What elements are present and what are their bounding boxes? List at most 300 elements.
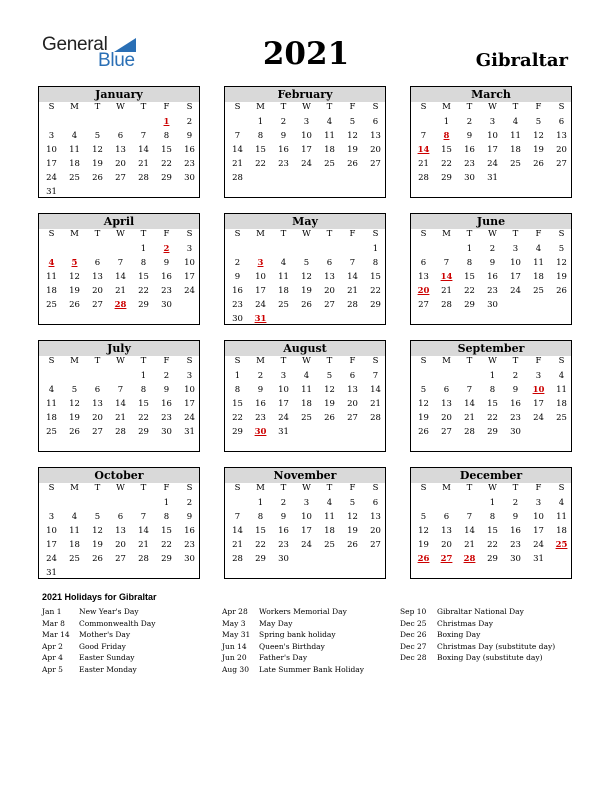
day-cell: 22 (255, 159, 266, 169)
weekday-label: F (163, 229, 170, 239)
day-cell: 31 (184, 427, 195, 437)
holiday-name: Spring bank holiday (259, 630, 336, 639)
day-cell: 21 (464, 413, 475, 423)
day-cell: 26 (347, 159, 358, 169)
holiday-name: Boxing Day (437, 630, 481, 639)
holiday-date: Jun 20 (222, 653, 247, 662)
day-cell: 21 (138, 159, 149, 169)
day-cell: 26 (347, 540, 358, 550)
day-cell: 2 (512, 371, 519, 381)
day-cell: 12 (69, 272, 80, 282)
holiday-day-cell: 1 (163, 117, 170, 127)
day-cell: 30 (161, 427, 172, 437)
weekday-label: T (466, 102, 473, 112)
day-cell: 15 (255, 526, 266, 536)
day-cell: 23 (487, 286, 498, 296)
weekday-label: W (302, 483, 311, 493)
weekday-label: T (326, 229, 333, 239)
day-cell: 19 (347, 526, 358, 536)
day-cell: 25 (46, 427, 57, 437)
day-cell: 13 (556, 131, 567, 141)
month-march (410, 86, 572, 198)
day-cell: 7 (372, 371, 379, 381)
day-cell: 12 (556, 258, 567, 268)
day-cell: 2 (466, 117, 473, 127)
day-cell: 20 (441, 413, 452, 423)
day-cell: 12 (533, 131, 544, 141)
day-cell: 15 (487, 526, 498, 536)
day-cell: 15 (370, 272, 381, 282)
day-cell: 15 (161, 145, 172, 155)
day-cell: 27 (115, 173, 126, 183)
day-cell: 3 (186, 244, 193, 254)
day-cell: 2 (257, 371, 264, 381)
day-cell: 8 (466, 258, 473, 268)
day-cell: 20 (347, 399, 358, 409)
day-cell: 26 (301, 300, 312, 310)
holiday-date: Apr 2 (42, 641, 63, 651)
day-cell: 4 (48, 385, 55, 395)
holiday-day-cell: 14 (440, 272, 453, 282)
day-cell: 9 (163, 258, 170, 268)
day-cell: 16 (510, 399, 521, 409)
day-cell: 30 (464, 173, 475, 183)
day-cell: 15 (232, 399, 243, 409)
day-cell: 12 (92, 145, 103, 155)
holiday-name: Good Friday (79, 641, 126, 651)
day-cell: 22 (138, 286, 149, 296)
holiday-date: Jan 1 (42, 607, 62, 616)
day-cell: 3 (512, 244, 519, 254)
holiday-day-cell: 28 (114, 300, 127, 310)
day-cell: 8 (257, 131, 264, 141)
day-cell: 23 (510, 413, 521, 423)
day-cell: 25 (510, 159, 521, 169)
weekday-label: S (234, 102, 241, 112)
day-cell: 16 (278, 526, 289, 536)
weekday-label: S (372, 356, 379, 366)
day-cell: 6 (349, 371, 356, 381)
day-cell: 30 (184, 554, 195, 564)
weekday-label: M (70, 483, 79, 493)
day-cell: 16 (232, 286, 243, 296)
day-cell: 12 (347, 512, 358, 522)
weekday-label: M (442, 483, 451, 493)
holiday-date: Dec 25 (400, 618, 427, 628)
brand-name-blue: Blue (98, 50, 135, 71)
day-cell: 2 (280, 498, 287, 508)
weekday-label: F (535, 102, 542, 112)
day-cell: 9 (512, 385, 519, 395)
day-cell: 1 (234, 371, 241, 381)
day-cell: 10 (301, 512, 312, 522)
day-cell: 29 (487, 554, 498, 564)
day-cell: 6 (94, 258, 101, 268)
day-cell: 24 (255, 300, 266, 310)
day-cell: 27 (324, 300, 335, 310)
day-cell: 21 (464, 540, 475, 550)
weekday-label: M (256, 483, 265, 493)
holiday-name: Commonwealth Day (79, 618, 156, 628)
day-cell: 1 (489, 371, 496, 381)
day-cell: 1 (443, 117, 450, 127)
holiday-name: Father's Day (259, 653, 308, 662)
day-cell: 9 (489, 258, 496, 268)
month-title: June (411, 214, 571, 229)
weekday-label: S (48, 356, 55, 366)
weekday-label: T (94, 229, 101, 239)
day-cell: 9 (234, 272, 241, 282)
day-cell: 5 (349, 498, 356, 508)
weekday-label: S (186, 483, 193, 493)
holiday-date: Dec 28 (400, 653, 427, 662)
day-cell: 13 (441, 399, 452, 409)
day-cell: 30 (510, 554, 521, 564)
day-cell: 25 (278, 300, 289, 310)
day-cell: 5 (94, 512, 101, 522)
weekday-label: S (48, 229, 55, 239)
day-cell: 14 (138, 145, 149, 155)
day-cell: 14 (370, 385, 381, 395)
holiday-name: Workers Memorial Day (259, 607, 347, 616)
day-cell: 7 (234, 512, 241, 522)
day-cell: 7 (117, 385, 124, 395)
weekday-label: W (488, 483, 497, 493)
day-cell: 15 (441, 145, 452, 155)
day-cell: 6 (372, 498, 379, 508)
day-cell: 2 (186, 498, 193, 508)
day-cell: 4 (558, 498, 565, 508)
day-cell: 31 (533, 554, 544, 564)
day-cell: 2 (280, 117, 287, 127)
day-cell: 17 (301, 526, 312, 536)
day-cell: 7 (466, 512, 473, 522)
weekday-label: T (512, 102, 519, 112)
day-cell: 11 (324, 512, 335, 522)
day-cell: 30 (232, 314, 243, 324)
day-cell: 30 (487, 300, 498, 310)
day-cell: 14 (464, 399, 475, 409)
day-cell: 23 (255, 413, 266, 423)
day-cell: 13 (347, 385, 358, 395)
day-cell: 5 (326, 371, 333, 381)
day-cell: 27 (370, 540, 381, 550)
day-cell: 11 (324, 131, 335, 141)
holiday-name: Late Summer Bank Holiday (259, 664, 364, 674)
weekday-label: M (256, 356, 265, 366)
day-cell: 20 (370, 526, 381, 536)
day-cell: 17 (255, 286, 266, 296)
day-cell: 7 (443, 258, 450, 268)
day-cell: 24 (533, 540, 544, 550)
holiday-day-cell: 31 (254, 314, 267, 324)
weekday-label: M (256, 102, 265, 112)
day-cell: 31 (278, 427, 289, 437)
day-cell: 24 (46, 554, 57, 564)
country-name: Gibraltar (475, 50, 568, 71)
day-cell: 18 (533, 272, 544, 282)
day-cell: 19 (69, 286, 80, 296)
day-cell: 15 (138, 272, 149, 282)
day-cell: 28 (138, 173, 149, 183)
month-title: March (411, 87, 571, 102)
day-cell: 4 (326, 498, 333, 508)
month-january (38, 86, 200, 198)
day-cell: 18 (324, 526, 335, 536)
day-cell: 3 (48, 512, 55, 522)
day-cell: 16 (161, 272, 172, 282)
day-cell: 17 (487, 145, 498, 155)
day-cell: 6 (558, 117, 565, 127)
weekday-label: S (48, 483, 55, 493)
day-cell: 29 (255, 554, 266, 564)
weekday-label: W (116, 229, 125, 239)
day-cell: 20 (92, 286, 103, 296)
day-cell: 9 (512, 512, 519, 522)
day-cell: 14 (464, 526, 475, 536)
day-cell: 9 (257, 385, 264, 395)
day-cell: 17 (510, 272, 521, 282)
weekday-label: S (186, 229, 193, 239)
day-cell: 11 (533, 258, 544, 268)
day-cell: 23 (232, 300, 243, 310)
day-cell: 24 (510, 286, 521, 296)
day-cell: 15 (138, 399, 149, 409)
day-cell: 25 (46, 300, 57, 310)
month-title: February (225, 87, 385, 102)
weekday-label: S (558, 356, 565, 366)
weekday-label: T (466, 356, 473, 366)
holiday-name: Mother's Day (79, 630, 131, 639)
day-cell: 18 (556, 399, 567, 409)
weekday-label: F (535, 483, 542, 493)
day-cell: 23 (464, 159, 475, 169)
day-cell: 4 (558, 371, 565, 381)
day-cell: 13 (418, 272, 429, 282)
day-cell: 29 (370, 300, 381, 310)
holiday-day-cell: 28 (463, 554, 476, 564)
day-cell: 3 (303, 498, 310, 508)
day-cell: 19 (533, 145, 544, 155)
weekday-label: T (140, 102, 147, 112)
holiday-date: Sep 10 (400, 607, 427, 616)
day-cell: 8 (234, 385, 241, 395)
holiday-date: Apr 4 (42, 653, 63, 662)
day-cell: 8 (489, 385, 496, 395)
day-cell: 24 (278, 413, 289, 423)
weekday-label: T (280, 356, 287, 366)
month-may (224, 213, 386, 325)
weekday-label: F (349, 102, 356, 112)
day-cell: 2 (186, 117, 193, 127)
weekday-label: T (140, 356, 147, 366)
day-cell: 11 (556, 385, 567, 395)
day-cell: 14 (115, 272, 126, 282)
day-cell: 11 (69, 145, 80, 155)
day-cell: 26 (533, 159, 544, 169)
day-cell: 24 (46, 173, 57, 183)
day-cell: 7 (140, 512, 147, 522)
day-cell: 10 (46, 145, 57, 155)
weekday-label: W (116, 356, 125, 366)
weekday-label: S (558, 483, 565, 493)
holiday-date: May 31 (222, 630, 251, 639)
day-cell: 13 (92, 399, 103, 409)
weekday-label: F (163, 356, 170, 366)
day-cell: 11 (301, 385, 312, 395)
day-cell: 12 (418, 526, 429, 536)
weekday-label: T (466, 229, 473, 239)
day-cell: 28 (418, 173, 429, 183)
day-cell: 19 (347, 145, 358, 155)
day-cell: 5 (303, 258, 310, 268)
day-cell: 24 (533, 413, 544, 423)
weekday-label: S (234, 356, 241, 366)
day-cell: 18 (69, 159, 80, 169)
weekday-label: W (302, 229, 311, 239)
day-cell: 22 (441, 159, 452, 169)
day-cell: 24 (184, 413, 195, 423)
weekday-label: T (94, 356, 101, 366)
month-title: October (39, 468, 199, 483)
weekday-label: S (372, 102, 379, 112)
day-cell: 6 (443, 512, 450, 522)
weekday-label: S (420, 229, 427, 239)
day-cell: 13 (115, 145, 126, 155)
weekday-label: S (558, 229, 565, 239)
day-cell: 19 (418, 540, 429, 550)
day-cell: 18 (510, 145, 521, 155)
day-cell: 24 (487, 159, 498, 169)
day-cell: 28 (347, 300, 358, 310)
holiday-day-cell: 8 (443, 131, 450, 141)
weekday-label: T (512, 483, 519, 493)
day-cell: 25 (556, 413, 567, 423)
day-cell: 23 (161, 413, 172, 423)
day-cell: 11 (510, 131, 521, 141)
day-cell: 28 (232, 173, 243, 183)
day-cell: 10 (278, 385, 289, 395)
weekday-label: T (280, 229, 287, 239)
day-cell: 11 (46, 399, 57, 409)
holiday-day-cell: 4 (48, 258, 55, 268)
day-cell: 4 (280, 258, 287, 268)
day-cell: 28 (464, 427, 475, 437)
holiday-date: Jun 14 (222, 641, 247, 651)
day-cell: 21 (115, 413, 126, 423)
weekday-label: W (488, 229, 497, 239)
holiday-date: Aug 30 (222, 664, 249, 674)
day-cell: 29 (464, 300, 475, 310)
day-cell: 10 (184, 385, 195, 395)
weekday-label: M (70, 102, 79, 112)
weekday-label: S (420, 483, 427, 493)
day-cell: 26 (324, 413, 335, 423)
day-cell: 24 (301, 540, 312, 550)
weekday-label: F (535, 229, 542, 239)
day-cell: 13 (92, 272, 103, 282)
weekday-label: T (326, 356, 333, 366)
day-cell: 12 (92, 526, 103, 536)
day-cell: 1 (140, 371, 147, 381)
day-cell: 17 (533, 526, 544, 536)
day-cell: 4 (303, 371, 310, 381)
holidays-title: 2021 Holidays for Gibraltar (42, 592, 157, 602)
day-cell: 4 (71, 131, 78, 141)
day-cell: 26 (556, 286, 567, 296)
holiday-day-cell: 3 (257, 258, 264, 268)
day-cell: 2 (489, 244, 496, 254)
month-december (410, 467, 572, 579)
day-cell: 30 (184, 173, 195, 183)
month-september (410, 340, 572, 452)
day-cell: 29 (138, 427, 149, 437)
day-cell: 20 (556, 145, 567, 155)
holiday-day-cell: 10 (532, 385, 545, 395)
day-cell: 4 (71, 512, 78, 522)
holiday-date: Apr 28 (222, 607, 248, 616)
weekday-label: M (442, 229, 451, 239)
day-cell: 27 (115, 554, 126, 564)
day-cell: 14 (138, 526, 149, 536)
day-cell: 21 (418, 159, 429, 169)
day-cell: 11 (556, 512, 567, 522)
day-cell: 1 (466, 244, 473, 254)
weekday-label: T (280, 102, 287, 112)
day-cell: 22 (370, 286, 381, 296)
day-cell: 5 (558, 244, 565, 254)
month-title: September (411, 341, 571, 356)
weekday-label: S (372, 483, 379, 493)
day-cell: 22 (161, 159, 172, 169)
day-cell: 26 (92, 554, 103, 564)
day-cell: 23 (184, 540, 195, 550)
month-title: July (39, 341, 199, 356)
day-cell: 25 (301, 413, 312, 423)
day-cell: 29 (138, 300, 149, 310)
day-cell: 20 (115, 540, 126, 550)
day-cell: 10 (487, 131, 498, 141)
day-cell: 9 (280, 512, 287, 522)
day-cell: 25 (533, 286, 544, 296)
month-october (38, 467, 200, 579)
day-cell: 10 (255, 272, 266, 282)
day-cell: 11 (46, 272, 57, 282)
holiday-day-cell: 25 (555, 540, 568, 550)
day-cell: 13 (370, 512, 381, 522)
day-cell: 12 (69, 399, 80, 409)
day-cell: 10 (46, 526, 57, 536)
day-cell: 28 (370, 413, 381, 423)
day-cell: 27 (347, 413, 358, 423)
day-cell: 27 (418, 300, 429, 310)
day-cell: 29 (161, 173, 172, 183)
day-cell: 20 (115, 159, 126, 169)
day-cell: 30 (510, 427, 521, 437)
holiday-name: New Year's Day (79, 607, 139, 616)
day-cell: 2 (234, 258, 241, 268)
day-cell: 14 (115, 399, 126, 409)
day-cell: 22 (487, 413, 498, 423)
day-cell: 1 (257, 117, 264, 127)
day-cell: 20 (324, 286, 335, 296)
day-cell: 3 (535, 498, 542, 508)
day-cell: 1 (140, 244, 147, 254)
month-august (224, 340, 386, 452)
day-cell: 25 (69, 173, 80, 183)
day-cell: 17 (301, 145, 312, 155)
weekday-label: F (163, 102, 170, 112)
